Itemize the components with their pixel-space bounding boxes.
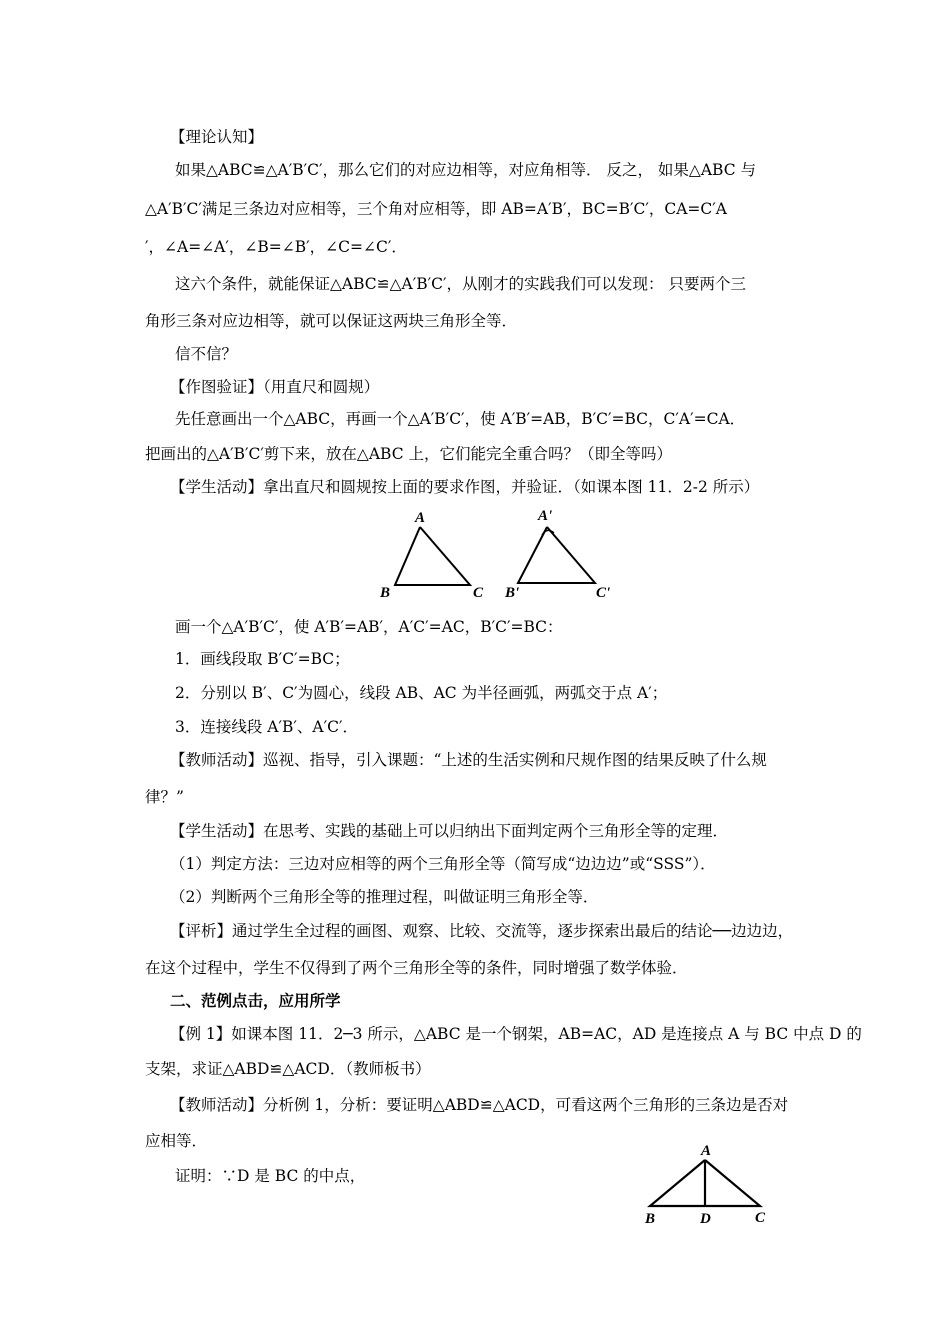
vertex-label-a-prime: A' [538,508,553,524]
isosceles-triangle-figure [635,1140,780,1230]
student-activity-line: 【学生活动】在思考、实践的基础上可以归纳出下面判定两个三角形全等的定理． [170,822,729,840]
theory-paragraph-line: 如果△ABC≌△A′B′C′，那么它们的对应边相等，对应角相等． 反之， 如果△ABC 与 [175,161,756,179]
steps-intro: 画一个△A′B′C′，使 A′B′=AB′，A′C′=AC，B′C′=BC： [175,618,563,636]
theory-paragraph-line: ′，∠A=∠A′，∠B=∠B′，∠C=∠C′． [145,238,407,256]
vertex-label-d: D [700,1211,711,1227]
draw-paragraph-line: 把画出的△A′B′C′剪下来，放在△ABC 上，它们能完全重合吗？（即全等吗） [145,445,673,463]
vertex-label-c: C [755,1210,766,1226]
teacher-activity-line: 应相等． [145,1132,208,1150]
draw-paragraph-line: 先任意画出一个△ABC，再画一个△A′B′C′，使 A′B′=AB，B′C′=BC，C′A′=CA． [175,410,746,428]
rule-item: （2）判断两个三角形全等的推理过程，叫做证明三角形全等． [170,888,599,906]
vertex-label-a: A [415,510,426,526]
theory-paragraph-line: 这六个条件，就能保证△ABC≌△A′B′C′，从刚才的实践我们可以发现： 只要两个三 [175,275,746,293]
vertex-label-a: A [701,1143,712,1159]
step-item: 2．分别以 B′、C′为圆心，线段 AB、AC 为半径画弧，两弧交于点 A′； [175,684,668,702]
theory-paragraph-line: △A′B′C′满足三条边对应相等，三个角对应相等，即 AB=A′B′，BC=B′C′，CA=C′A [145,200,727,218]
vertex-label-c: C [473,585,484,601]
vertex-label-b: B [380,585,391,601]
example1-line: 支架，求证△ABD≌△ACD．（教师板书） [145,1060,431,1078]
comment-line: 【评析】通过学生全过程的画图、观察、比较、交流等，逐步探索出最后的结论──边边边， [170,922,794,940]
teacher-activity-line: 律？” [145,788,184,806]
step-item: 3．连接线段 A′B′、A′C′． [175,718,359,736]
comment-line: 在这个过程中，学生不仅得到了两个三角形全等的条件，同时增强了数学体验． [145,959,688,977]
teacher-activity-line: 【教师活动】巡视、指导，引入课题：“上述的生活实例和尺规作图的结果反映了什么规 [170,751,767,769]
vertex-label-c-prime: C' [596,585,611,601]
theory-paragraph-line: 角形三条对应边相等，就可以保证这两块三角形全等． [145,312,518,330]
vertex-label-b: B [645,1211,656,1227]
triangle-abc-prime [504,508,610,601]
triangle-abc [379,510,484,601]
student-activity-line: 【学生活动】拿出直尺和圆规按上面的要求作图，并验证．（如课本图 11．2-2 所示） [170,478,760,496]
step-item: 1．画线段取 B′C′=BC； [175,650,350,668]
section2-heading: 二、范例点击，应用所学 [170,991,341,1010]
teacher-activity-line: 【教师活动】分析例 1，分析：要证明△ABD≌△ACD，可看这两个三角形的三条边是否对 [170,1096,789,1114]
triangle-figure [370,505,630,605]
example1-line: 【例 1】如课本图 11．2─3 所示，△ABC 是一个钢架，AB=AC，AD 是连接点 A 与 BC 中点 D 的 [170,1025,862,1043]
vertex-label-b-prime: B' [505,585,520,601]
theory-question: 信不信？ [175,345,238,363]
draw-heading: 【作图验证】（用直尺和圆规） [170,378,380,396]
proof-start: 证明：∵D 是 BC 的中点， [175,1167,366,1185]
theory-heading: 【理论认知】 [170,128,264,146]
rule-item: （1）判定方法：三边对应相等的两个三角形全等（简写成“边边边”或“SSS”）． [170,855,716,873]
